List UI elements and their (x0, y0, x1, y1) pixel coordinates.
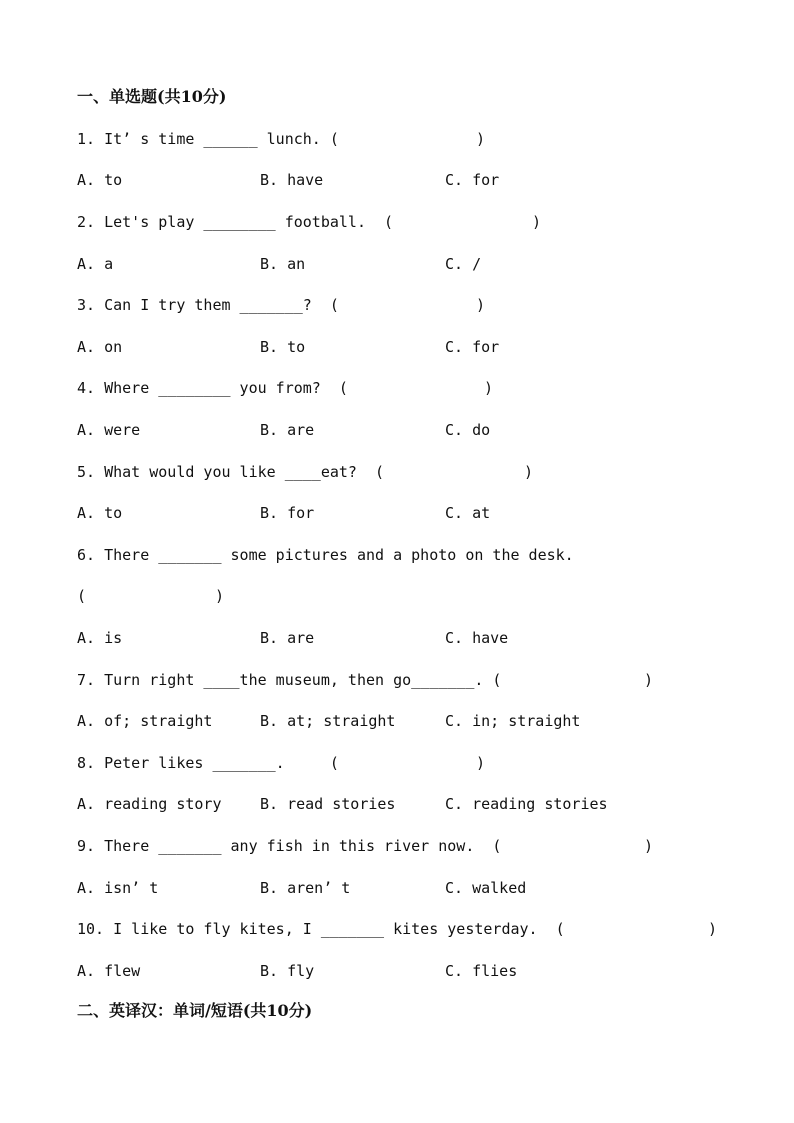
question-10-option-b: B. fly (260, 962, 315, 980)
question-8-stem: 8. Peter likes _______. ( (77, 754, 339, 772)
question-7-option-b: B. at; straight (260, 712, 396, 730)
question-4-option-b: B. are (260, 421, 315, 439)
question-2-stem: 2. Let's play ________ football. ( (77, 213, 394, 231)
question-6-option-a: A. is (77, 629, 123, 647)
question-6-stem: 6. There _______ some pictures and a photo on the desk. (77, 546, 574, 564)
question-4-answer-close: ) (484, 379, 494, 397)
question-6-option-c: C. have (445, 629, 509, 647)
question-2-option-a: A. a (77, 255, 114, 273)
question-7-stem: 7. Turn right ____the museum, then go_______. ( (77, 671, 502, 689)
question-5-option-a: A. to (77, 504, 123, 522)
question-8-answer-close: ) (476, 754, 486, 772)
question-4-option-a: A. were (77, 421, 141, 439)
question-9-option-b: B. aren’ t (260, 879, 351, 897)
question-5-option-c: C. at (445, 504, 491, 522)
section-one-title: 一、单选题(共10分) (77, 87, 227, 106)
question-7-answer-close: ) (644, 671, 654, 689)
question-7-option-a: A. of; straight (77, 712, 213, 730)
question-2-option-c: C. / (445, 255, 482, 273)
question-1-stem: 1. It’ s time ______ lunch. ( (77, 130, 339, 148)
question-10-option-c: C. flies (445, 962, 518, 980)
question-1-answer-close: ) (476, 130, 486, 148)
question-8-option-c: C. reading stories (445, 795, 608, 813)
question-8-option-b: B. read stories (260, 795, 396, 813)
question-2-option-b: B. an (260, 255, 306, 273)
question-1-option-a: A. to (77, 171, 123, 189)
question-8-option-a: A. reading story (77, 795, 222, 813)
question-2-answer-close: ) (532, 213, 542, 231)
question-9-option-c: C. walked (445, 879, 527, 897)
question-1-option-b: B. have (260, 171, 324, 189)
question-4-stem: 4. Where ________ you from? ( (77, 379, 348, 397)
question-6-option-b: B. are (260, 629, 315, 647)
question-3-stem: 3. Can I try them _______? ( (77, 296, 339, 314)
question-10-answer-close: ) (708, 920, 718, 938)
question-10-option-a: A. flew (77, 962, 141, 980)
section-two-title: 二、英译汉：单词/短语(共10分) (77, 1001, 313, 1020)
question-1-option-c: C. for (445, 171, 500, 189)
question-9-option-a: A. isn’ t (77, 879, 159, 897)
question-4-option-c: C. do (445, 421, 491, 439)
question-3-answer-close: ) (476, 296, 486, 314)
question-10-stem: 10. I like to fly kites, I _______ kites yesterday. ( (77, 920, 565, 938)
question-7-option-c: C. in; straight (445, 712, 581, 730)
question-3-option-a: A. on (77, 338, 123, 356)
question-5-option-b: B. for (260, 504, 315, 522)
question-6-answer-open: ( (77, 587, 87, 605)
question-5-stem: 5. What would you like ____eat? ( (77, 463, 385, 481)
question-9-stem: 9. There _______ any fish in this river now. ( (77, 837, 502, 855)
question-6-answer-close: ) (215, 587, 225, 605)
question-5-answer-close: ) (524, 463, 534, 481)
question-9-answer-close: ) (644, 837, 654, 855)
question-3-option-b: B. to (260, 338, 306, 356)
question-3-option-c: C. for (445, 338, 500, 356)
